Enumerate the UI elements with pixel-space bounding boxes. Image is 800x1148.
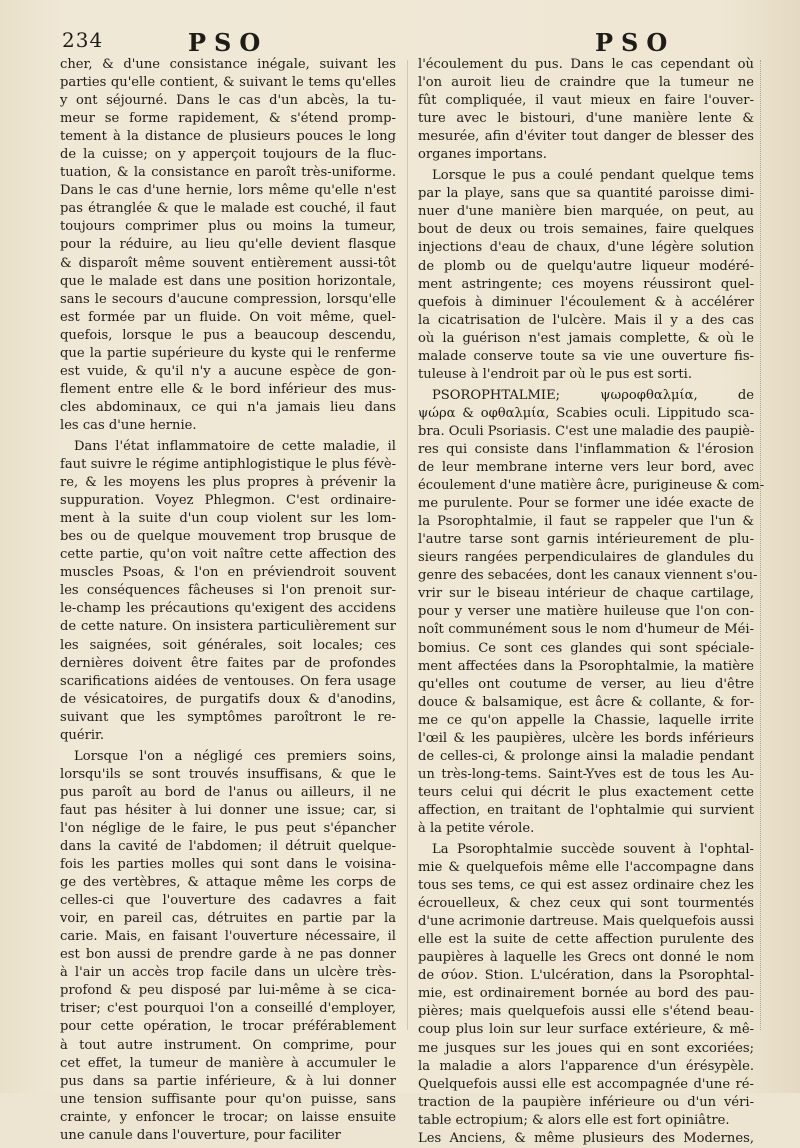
text-line: fût compliquée, il vaut mieux en faire l'ouver- bbox=[418, 93, 754, 109]
text-line: paupières à laquelle les Grecs ont donné le nom bbox=[418, 950, 754, 966]
text-line: flement entre elle & le bord inférieur des mus- bbox=[60, 381, 396, 397]
text-line: dans la cavité de l'abdomen; il détruit quelque- bbox=[60, 839, 396, 855]
text-line: à tout autre instrument. On comprime, pour bbox=[60, 1037, 396, 1053]
text-line: scarifications aidées de ventouses. On fera usage bbox=[60, 673, 396, 689]
text-line: quefois, lorsque le pus a beaucoup descendu, bbox=[60, 327, 396, 343]
text-line: de vésicatoires, de purgatifs doux & d'anodins, bbox=[60, 691, 396, 707]
text-line: cet effet, la tumeur de manière à accumuler le bbox=[60, 1055, 396, 1071]
text-line: toujours comprimer plus ou moins la tumeur, bbox=[60, 219, 396, 235]
text-line: Quelquefois aussi elle est accompagnée d'une ré- bbox=[418, 1076, 754, 1092]
text-line: où la guérison n'est jamais complette, & où le bbox=[418, 330, 754, 346]
text-line: Les Anciens, & même plusieurs des Modernes, bbox=[418, 1130, 754, 1146]
text-line: table ectropium; & alors elle est fort opiniâtre. bbox=[418, 1112, 730, 1128]
text-line: pour y verser une matière huileuse que l'on con- bbox=[418, 604, 754, 620]
text-line: mesurée, afin d'éviter tout danger de blesser des bbox=[418, 129, 754, 145]
text-line: les cas d'une hernie. bbox=[60, 417, 197, 433]
page-edge-shadow bbox=[760, 60, 775, 1030]
running-head-left: PSO bbox=[188, 28, 269, 57]
text-line: quérir. bbox=[60, 727, 104, 743]
text-line: Dans l'état inflammatoire de cette maladie, il bbox=[74, 438, 396, 454]
text-line: à la petite vérole. bbox=[418, 820, 535, 836]
text-line: faut pas hésiter à lui donner une issue; car, si bbox=[60, 802, 396, 818]
text-line: suivant que les symptômes paroîtront le re- bbox=[60, 709, 396, 725]
text-line: teurs celui qui décrit le plus exactement cette bbox=[418, 784, 754, 800]
text-line: dernières doivent être faites par de profondes bbox=[60, 655, 396, 671]
text-line: PSOROPHTALMIE; ψωροφθαλμία, de bbox=[432, 387, 754, 403]
text-line: Lorsque l'on a négligé ces premiers soins, bbox=[74, 748, 396, 764]
text-line: une canule dans l'ouverture, pour faciliter bbox=[60, 1127, 341, 1143]
text-line: coup plus loin sur leur surface extérieure, & mê- bbox=[418, 1022, 754, 1038]
text-line: la Psorophtalmie, il faut se rappeler que l'un & bbox=[418, 514, 754, 530]
text-line: mie, est ordinairement bornée au bord des pau- bbox=[418, 986, 754, 1002]
text-line: ge des vertèbres, & attaque même les corps de bbox=[60, 875, 396, 891]
text-line: sans le secours d'aucune compression, lorsqu'elle bbox=[60, 291, 396, 307]
text-line: malade conserve toute sa vie une ouverture fis- bbox=[418, 348, 754, 364]
text-line: voir, en pareil cas, détruites en partie par la bbox=[60, 911, 396, 927]
text-line: l'autre tarse sont garnis intérieurement de plu- bbox=[418, 532, 754, 548]
text-line: pour cette opération, le trocar préférablement bbox=[60, 1019, 396, 1035]
text-line: re, & les moyens les plus propres à prévenir la bbox=[60, 475, 396, 491]
text-line: écoulement d'une matière âcre, purigineuse & com- bbox=[418, 478, 765, 494]
text-line: faut suivre le régime antiphlogistique le plus févè- bbox=[60, 457, 396, 473]
text-line: les conséquences fâcheuses si l'on prenoit sur- bbox=[60, 583, 396, 599]
text-line: de la cuisse; on y apperçoit toujours de la fluc- bbox=[60, 147, 396, 163]
text-line: carie. Mais, en faisant l'ouverture nécessaire, il bbox=[60, 929, 396, 945]
text-line: est vuide, & qu'il n'y a aucune espèce de gon- bbox=[60, 363, 396, 379]
column-gutter bbox=[407, 60, 408, 1030]
text-line: profond & peu disposé par lui-même à se cica- bbox=[60, 983, 396, 999]
text-line: ment astringente; ces moyens réussiront quel- bbox=[418, 276, 754, 292]
text-line: me jusques sur les joues qui en sont excoriées; bbox=[418, 1040, 754, 1056]
text-line: est bon aussi de prendre garde à ne pas donner bbox=[60, 947, 396, 963]
text-line: meur se forme rapidement, & s'étend promp- bbox=[60, 111, 396, 127]
text-line: pour la réduire, au lieu qu'elle devient flasque bbox=[60, 237, 396, 253]
text-line: fois les parties molles qui sont dans le voisina- bbox=[60, 857, 396, 873]
text-line: pus paroît au bord de l'anus ou ailleurs, il ne bbox=[60, 784, 396, 800]
text-line: le-champ les précautions qu'exigent des accidens bbox=[60, 601, 396, 617]
text-line: injections d'eau de chaux, d'une légère solution bbox=[418, 240, 754, 256]
text-line: bra. Oculi Psoriasis. C'est une maladie des paupiè- bbox=[418, 423, 755, 439]
text-line: que la partie supérieure du kyste qui le renferme bbox=[60, 345, 396, 361]
text-line: la maladie a alors l'apparence d'un érésypèle. bbox=[418, 1058, 754, 1074]
text-line: ment à la suite d'un coup violent sur les lom- bbox=[60, 511, 396, 527]
page-number: 234 bbox=[62, 28, 104, 52]
text-line: bomius. Ce sont ces glandes qui sont spéciale- bbox=[418, 640, 754, 656]
text-line: elle est la suite de cette affection purulente des bbox=[418, 932, 754, 948]
text-line: res qui consiste dans l'inflammation & l'érosion bbox=[418, 441, 754, 457]
text-line: pas étranglée & que le malade est couché, il faut bbox=[60, 201, 396, 217]
text-line: l'on auroit lieu de craindre que la tumeur ne bbox=[418, 75, 754, 91]
text-line: l'œil & les paupières, ulcère les bords inférieurs bbox=[418, 730, 754, 746]
text-line: les saignées, soit générales, soit locales; ces bbox=[60, 637, 396, 653]
running-head-right: PSO bbox=[595, 28, 676, 57]
text-line: nuer d'une manière bien marquée, on peut, au bbox=[418, 204, 754, 220]
text-line: de plomb ou de quelqu'autre liqueur modéré- bbox=[418, 258, 754, 274]
text-line: qu'elles ont coutume de verser, au lieu d'être bbox=[418, 676, 754, 692]
text-line: écrouelleux, & chez ceux qui sont tourmentés bbox=[418, 896, 754, 912]
right-column bbox=[418, 56, 765, 1146]
text-line: traction de la paupière inférieure ou d'un véri- bbox=[418, 1094, 754, 1110]
text-line: lorsqu'ils se sont trouvés insuffisans, & que le bbox=[60, 766, 396, 782]
page-header bbox=[52, 28, 752, 56]
text-line: me purulente. Pour se former une idée exacte de bbox=[418, 496, 754, 512]
text-line: bout de deux ou trois semaines, faire quelques bbox=[418, 222, 754, 238]
text-line: ment affectées dans la Psorophtalmie, la matière bbox=[418, 658, 754, 674]
text-line: l'on néglige de le faire, le pus peut s'épancher bbox=[60, 820, 396, 836]
text-line: la cicatrisation de l'ulcère. Mais il y a des cas bbox=[418, 312, 754, 328]
text-line: par la playe, sans que sa quantité paroisse dimi- bbox=[418, 186, 754, 202]
text-line: quefois à diminuer l'écoulement & à accélérer bbox=[418, 294, 754, 310]
text-line: y ont séjourné. Dans le cas d'un abcès, la tu- bbox=[60, 93, 396, 109]
text-line: douce & balsamique, est âcre & collante, & for- bbox=[418, 694, 754, 710]
text-line: Dans le cas d'une hernie, lors même qu'elle n'est bbox=[60, 183, 396, 199]
text-line: affection, en traitant de l'ophtalmie qui survient bbox=[418, 802, 754, 818]
text-line: Lorsque le pus a coulé pendant quelque tems bbox=[432, 168, 754, 184]
text-line: parties qu'elle contient, & suivant le tems qu'elles bbox=[60, 75, 396, 91]
text-line: cher, & d'une consistance inégale, suivant les bbox=[60, 57, 396, 72]
text-line: de cette nature. On insistera particulièrement sur bbox=[60, 619, 396, 635]
text-line: tuation, & la consistance en paroît très-uniforme. bbox=[60, 165, 396, 181]
text-line: me ce qu'on appelle la Chassie, laquelle irrite bbox=[418, 712, 754, 728]
text-line: mie & quelquefois même elle l'accompagne dans bbox=[418, 860, 754, 876]
text-line: genre des sebacées, dont les canaux viennent s'ou- bbox=[418, 568, 758, 584]
text-line: sieurs rangées perpendiculaires de glandules du bbox=[418, 550, 754, 566]
text-line: pus dans sa partie inférieure, & à lui donner bbox=[60, 1073, 396, 1089]
text-line: triser; c'est pourquoi l'on a conseillé d'employer, bbox=[60, 1001, 396, 1017]
text-line: d'une acrimonie dartreuse. Mais quelquefois aussi bbox=[418, 914, 754, 930]
text-line: muscles Psoas, & l'on en préviendroit souvent bbox=[60, 565, 396, 581]
text-line: vrir sur le biseau intérieur de chaque cartilage, bbox=[418, 586, 754, 602]
text-line: pières; mais quelquefois aussi elle s'étend beau- bbox=[418, 1004, 754, 1020]
text-line: l'écoulement du pus. Dans le cas cependant où bbox=[418, 57, 754, 72]
text-line: de celles-ci, & prolonge ainsi la maladie pendant bbox=[418, 748, 754, 764]
text-line: cette partie, qu'on voit naître cette affection des bbox=[60, 547, 396, 563]
text-line: est formée par un fluide. On voit même, quel- bbox=[60, 309, 396, 325]
left-column bbox=[60, 56, 396, 1143]
text-line: suppuration. Voyez Phlegmon. C'est ordinaire- bbox=[60, 493, 396, 509]
text-line: un très-long-tems. Saint-Yves est de tous les Au- bbox=[418, 766, 754, 782]
text-line: cles abdominaux, ce qui n'a jamais lieu dans bbox=[60, 399, 396, 415]
text-line: tuleuse à l'endroit par où le pus est sorti. bbox=[418, 366, 693, 382]
text-line: à l'air un accès trop facile dans un ulcère très- bbox=[60, 965, 396, 981]
text-line: celles-ci que l'ouverture des cadavres a fait bbox=[60, 893, 396, 909]
text-line: & disparoît même souvent entièrement aussi-tôt bbox=[60, 255, 396, 271]
text-line: crainte, y enfoncer le trocar; on laisse ensuite bbox=[60, 1109, 396, 1125]
text-line: que le malade est dans une position horizontale, bbox=[60, 273, 396, 289]
text-line: ψώρα & οφθαλμία, Scabies oculi. Lippitudo sca- bbox=[418, 405, 754, 421]
text-line: bes ou de quelque mouvement trop brusque de bbox=[60, 529, 396, 545]
text-line: une tension suffisante pour qu'on puisse, sans bbox=[60, 1091, 396, 1107]
text-line: de leur membrane interne vers leur bord, avec bbox=[418, 460, 754, 476]
text-line: La Psorophtalmie succède souvent à l'ophtal- bbox=[432, 842, 754, 858]
text-line: noît communément sous le nom d'humeur de Méi- bbox=[418, 622, 754, 638]
text-line: de σύον. Stion. L'ulcération, dans la Psorophtal- bbox=[418, 968, 754, 984]
text-line: tous ses tems, ce qui est assez ordinaire chez les bbox=[418, 878, 754, 894]
text-line: organes importans. bbox=[418, 147, 547, 163]
text-line: ture avec le bistouri, d'une manière lente & bbox=[418, 111, 754, 127]
text-line: tement à la distance de plusieurs pouces le long bbox=[60, 129, 396, 145]
